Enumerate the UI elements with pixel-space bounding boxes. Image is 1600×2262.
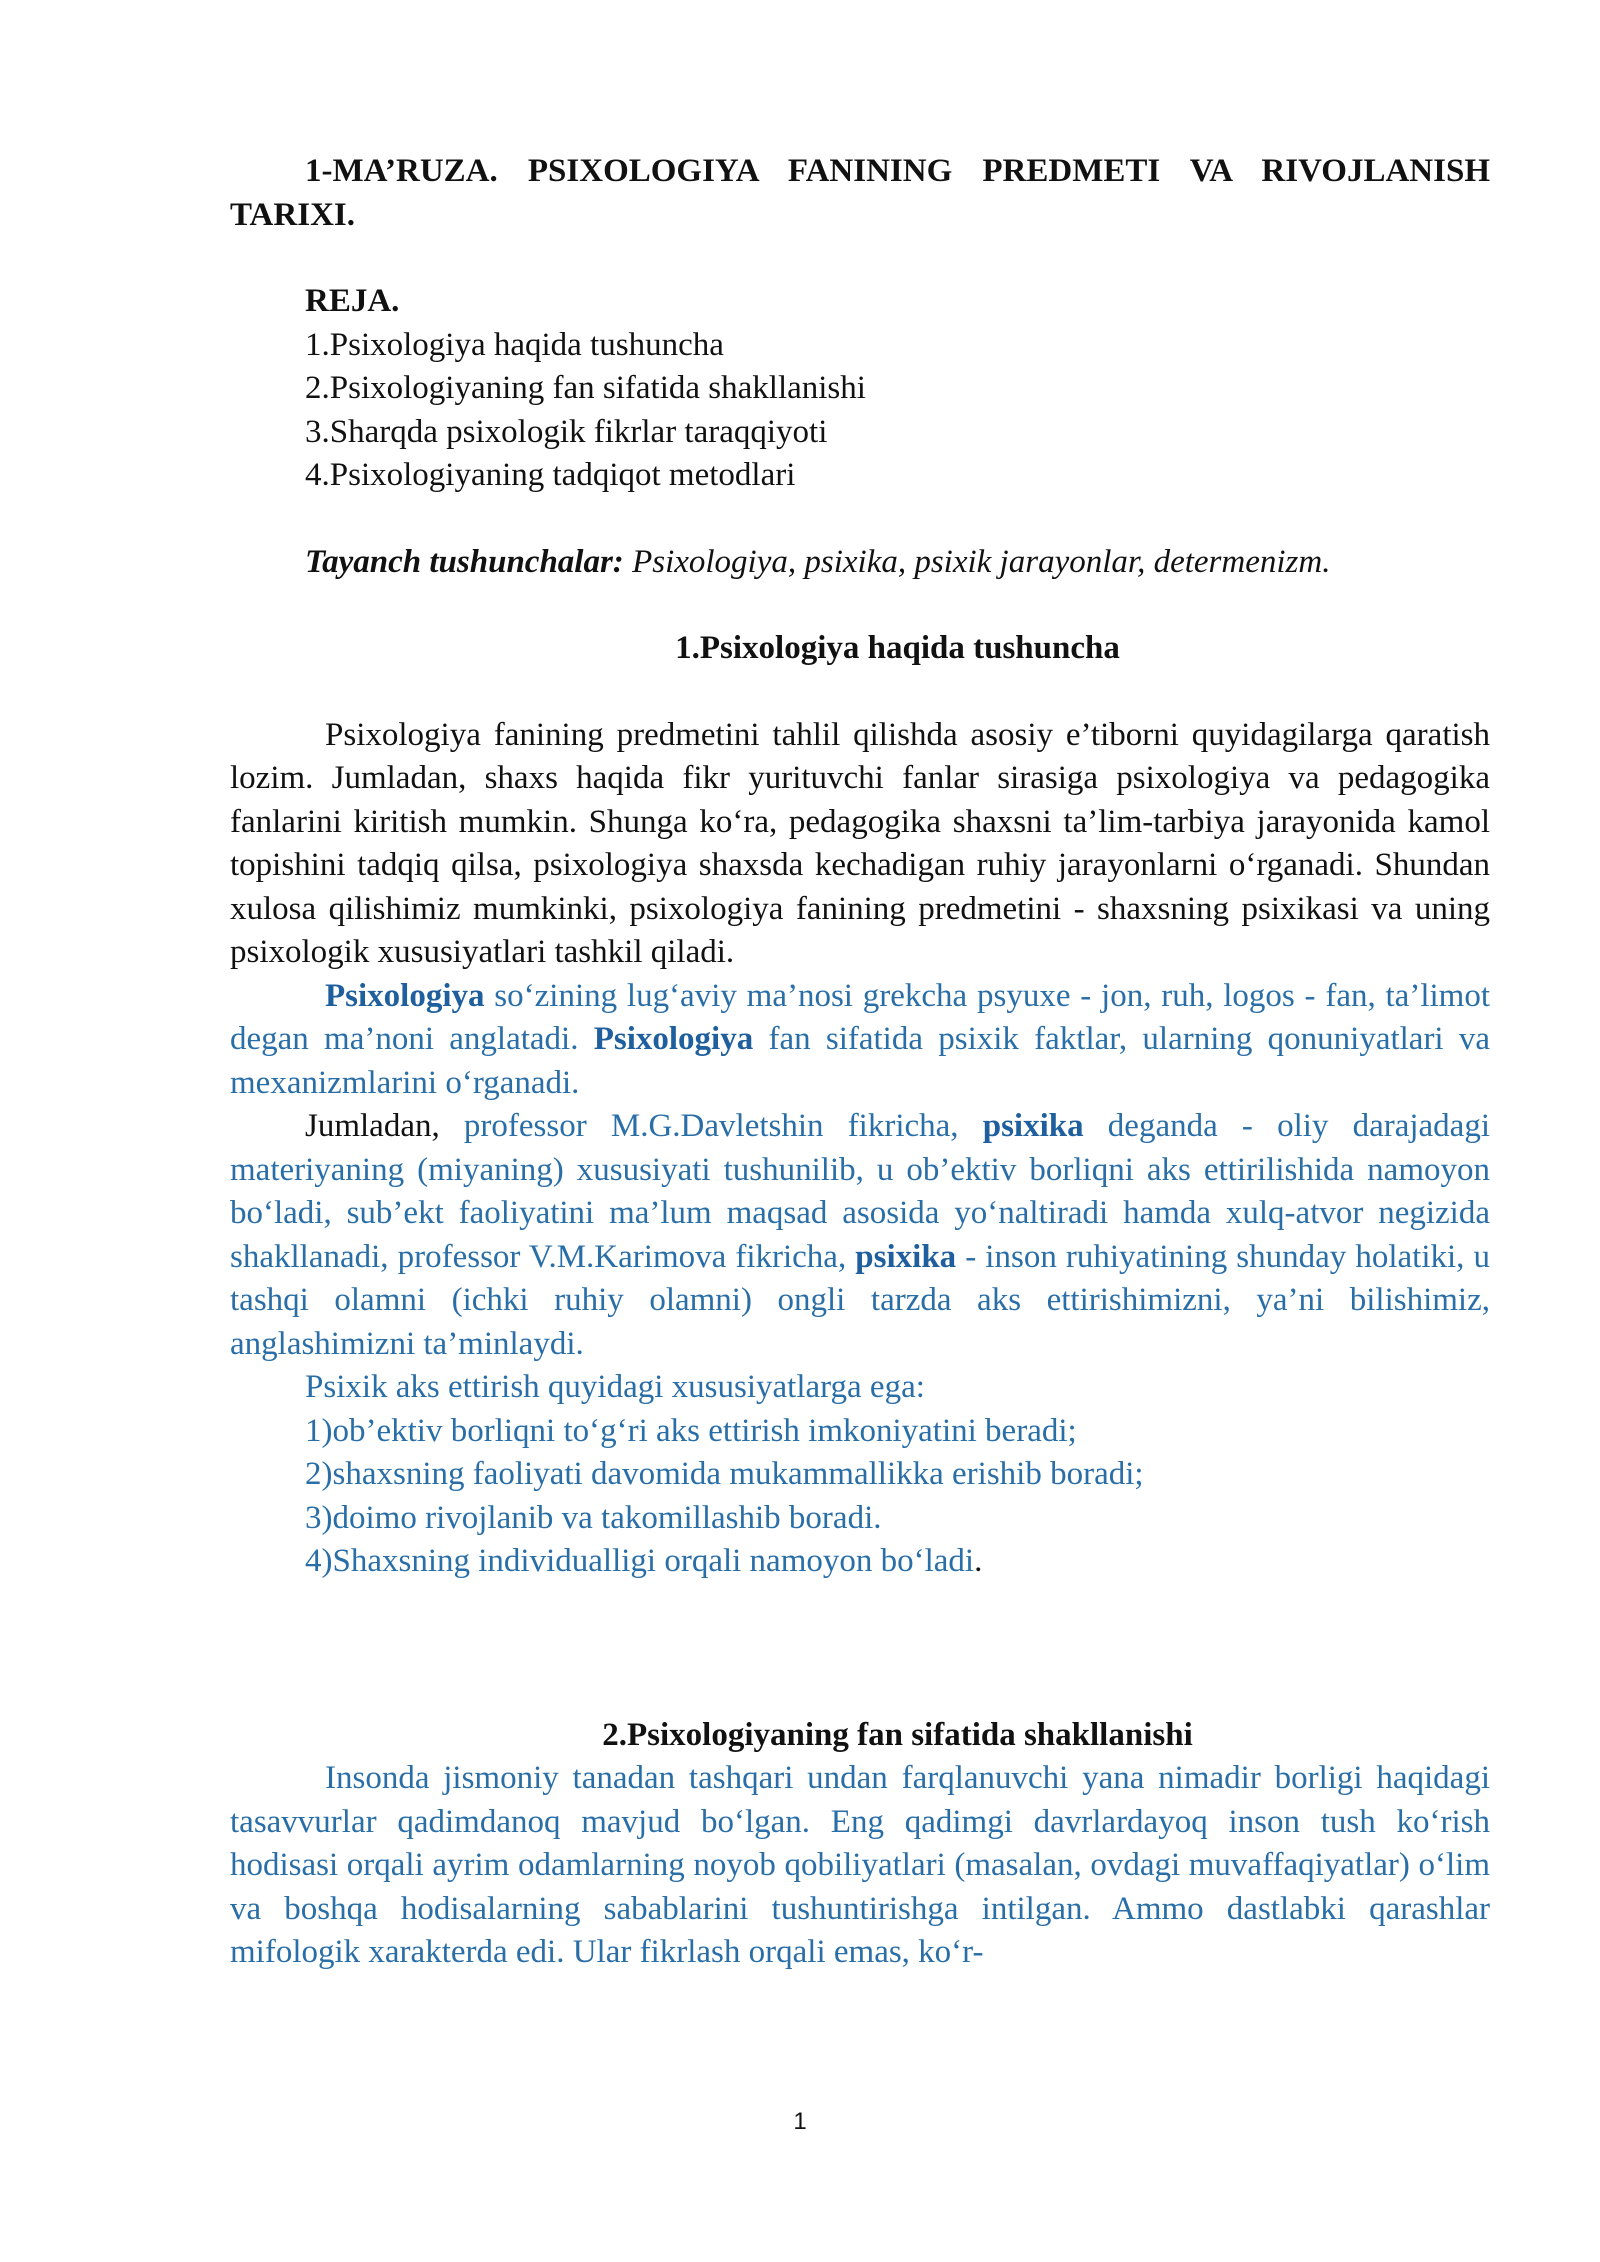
- section-1-paragraph-2: [230, 975, 1490, 1106]
- list-item: 1)ob’ektiv borliqni to‘g‘ri aks ettirish imkoniyatini beradi;: [305, 1412, 1077, 1449]
- keywords-text: Psixologiya, psixika, psixik jarayonlar, determenizm.: [623, 543, 1331, 580]
- term-psixologiya: Psixologiya: [325, 977, 485, 1014]
- paragraph-text: professor M.G.Davletshin fikricha,: [439, 1108, 983, 1144]
- section-1-paragraph-3: [230, 1105, 1490, 1366]
- list-item: [230, 1540, 1490, 1584]
- lecture-title: 1-MA’RUZA. PSIXOLOGIYA FANINING PREDMETI VA RIVOJLANISH TARIXI.: [230, 153, 1490, 233]
- paragraph-text: deganda - oliy darajadagi materiyaning (miyaning) xususiyati tushunilib, u ob’ektiv borliqni aks ettirilishida namoyon bo‘ladi, sub’ekt faoliyatini ma’lum maqsad asosida yo‘naltiradi hamda xulq-atvor negizida shakllanadi, professor V.M.Karimova fikricha,: [230, 1108, 1490, 1275]
- plan-item: 2.Psixologiyaning fan sifatida shakllanishi: [305, 370, 866, 406]
- paragraph-text: fan sifatida psixik faktlar, ularning qonuniyatlari va mexanizmlarini o‘rganadi.: [230, 1021, 1490, 1101]
- section-1-heading: 1.Psixologiya haqida tushuncha: [675, 630, 1120, 666]
- list-item: 2)shaxsning faoliyati davomida mukammallikka erishib boradi;: [305, 1456, 1144, 1492]
- plan-item: 1.Psixologiya haqida tushuncha: [305, 326, 724, 363]
- list-item-text: 4)Shaxsning individualligi orqali namoyon bo‘ladi: [305, 1543, 975, 1579]
- list-end-period: .: [974, 1543, 983, 1579]
- document-page: [230, 150, 1490, 1975]
- keywords-line: [230, 541, 1490, 585]
- section-1-paragraph-1: Psixologiya fanining predmetini tahlil qilishda asosiy e’tiborni quyidagilarga qaratish lozim. Jumladan, shaxs haqida fikr yurituvchi fanlar sirasiga psixologiya va pedagogika fanlarini kiritish mumkin. Shunga ko‘ra, pedagogika shaxsni ta’lim-tarbiya jarayonida kamol topishini tadqiq qilsa, psixologiya shaxsda kechadigan ruhiy jarayonlarni o‘rganadi. Shundan xulosa qilishimiz mumkinki, psixologiya fanining predmetini - shaxsning psixikasi va uning psixologik xususiyatlari tashkil qiladi.: [230, 716, 1490, 970]
- page-number: 1: [793, 2108, 807, 2135]
- list-intro: Psixik aks ettirish quyidagi xususiyatlarga ega:: [305, 1369, 925, 1405]
- plan-block: [230, 280, 1490, 498]
- term-psixologiya: Psixologiya: [593, 1021, 754, 1057]
- plan-title: REJA.: [305, 283, 400, 319]
- term-psixika: psixika: [855, 1238, 957, 1275]
- paragraph-text: so‘zining lug‘aviy ma’nosi grekcha psyuxe - jon, ruh, logos - fan, ta’limot degan ma’noni anglatadi.: [230, 977, 1490, 1057]
- term-psixika: psixika: [982, 1108, 1084, 1144]
- paragraph-text: - inson ruhiyatining shunday holatiki, u tashqi olamni (ichki ruhiy olamni) ongli tarzda aks ettirishimizni, ya’ni bilishimiz, anglashimizni ta’minlaydi.: [230, 1238, 1490, 1362]
- list-item: 3)doimo rivojlanib va takomillashib boradi.: [305, 1499, 882, 1536]
- plan-item: 4.Psixologiyaning tadqiqot metodlari: [305, 457, 796, 493]
- paragraph-lead: Jumladan,: [305, 1108, 440, 1144]
- plan-item: 3.Sharqda psixologik fikrlar taraqqiyoti: [305, 413, 828, 450]
- section-2-heading: 2.Psixologiyaning fan sifatida shakllanishi: [602, 1716, 1193, 1753]
- keywords-label: Tayanch tushunchalar:: [305, 543, 624, 580]
- section-2-paragraph-1: Insonda jismoniy tanadan tashqari undan farqlanuvchi yana nimadir borligi haqidagi tasavvurlar qadimdanoq mavjud bo‘lgan. Eng qadimgi davrlardayoq inson tush ko‘rish hodisasi orqali ayrim odamlarning noyob qobiliyatlari (masalan, ovdagi muvaffaqiyatlar) o‘lim va boshqa hodisalarning sabablarini tushuntirishga intilgan. Ammo dastlabki qarashlar mifologik xarakterda edi. Ular fikrlash orqali emas, ko‘r-: [230, 1760, 1490, 1970]
